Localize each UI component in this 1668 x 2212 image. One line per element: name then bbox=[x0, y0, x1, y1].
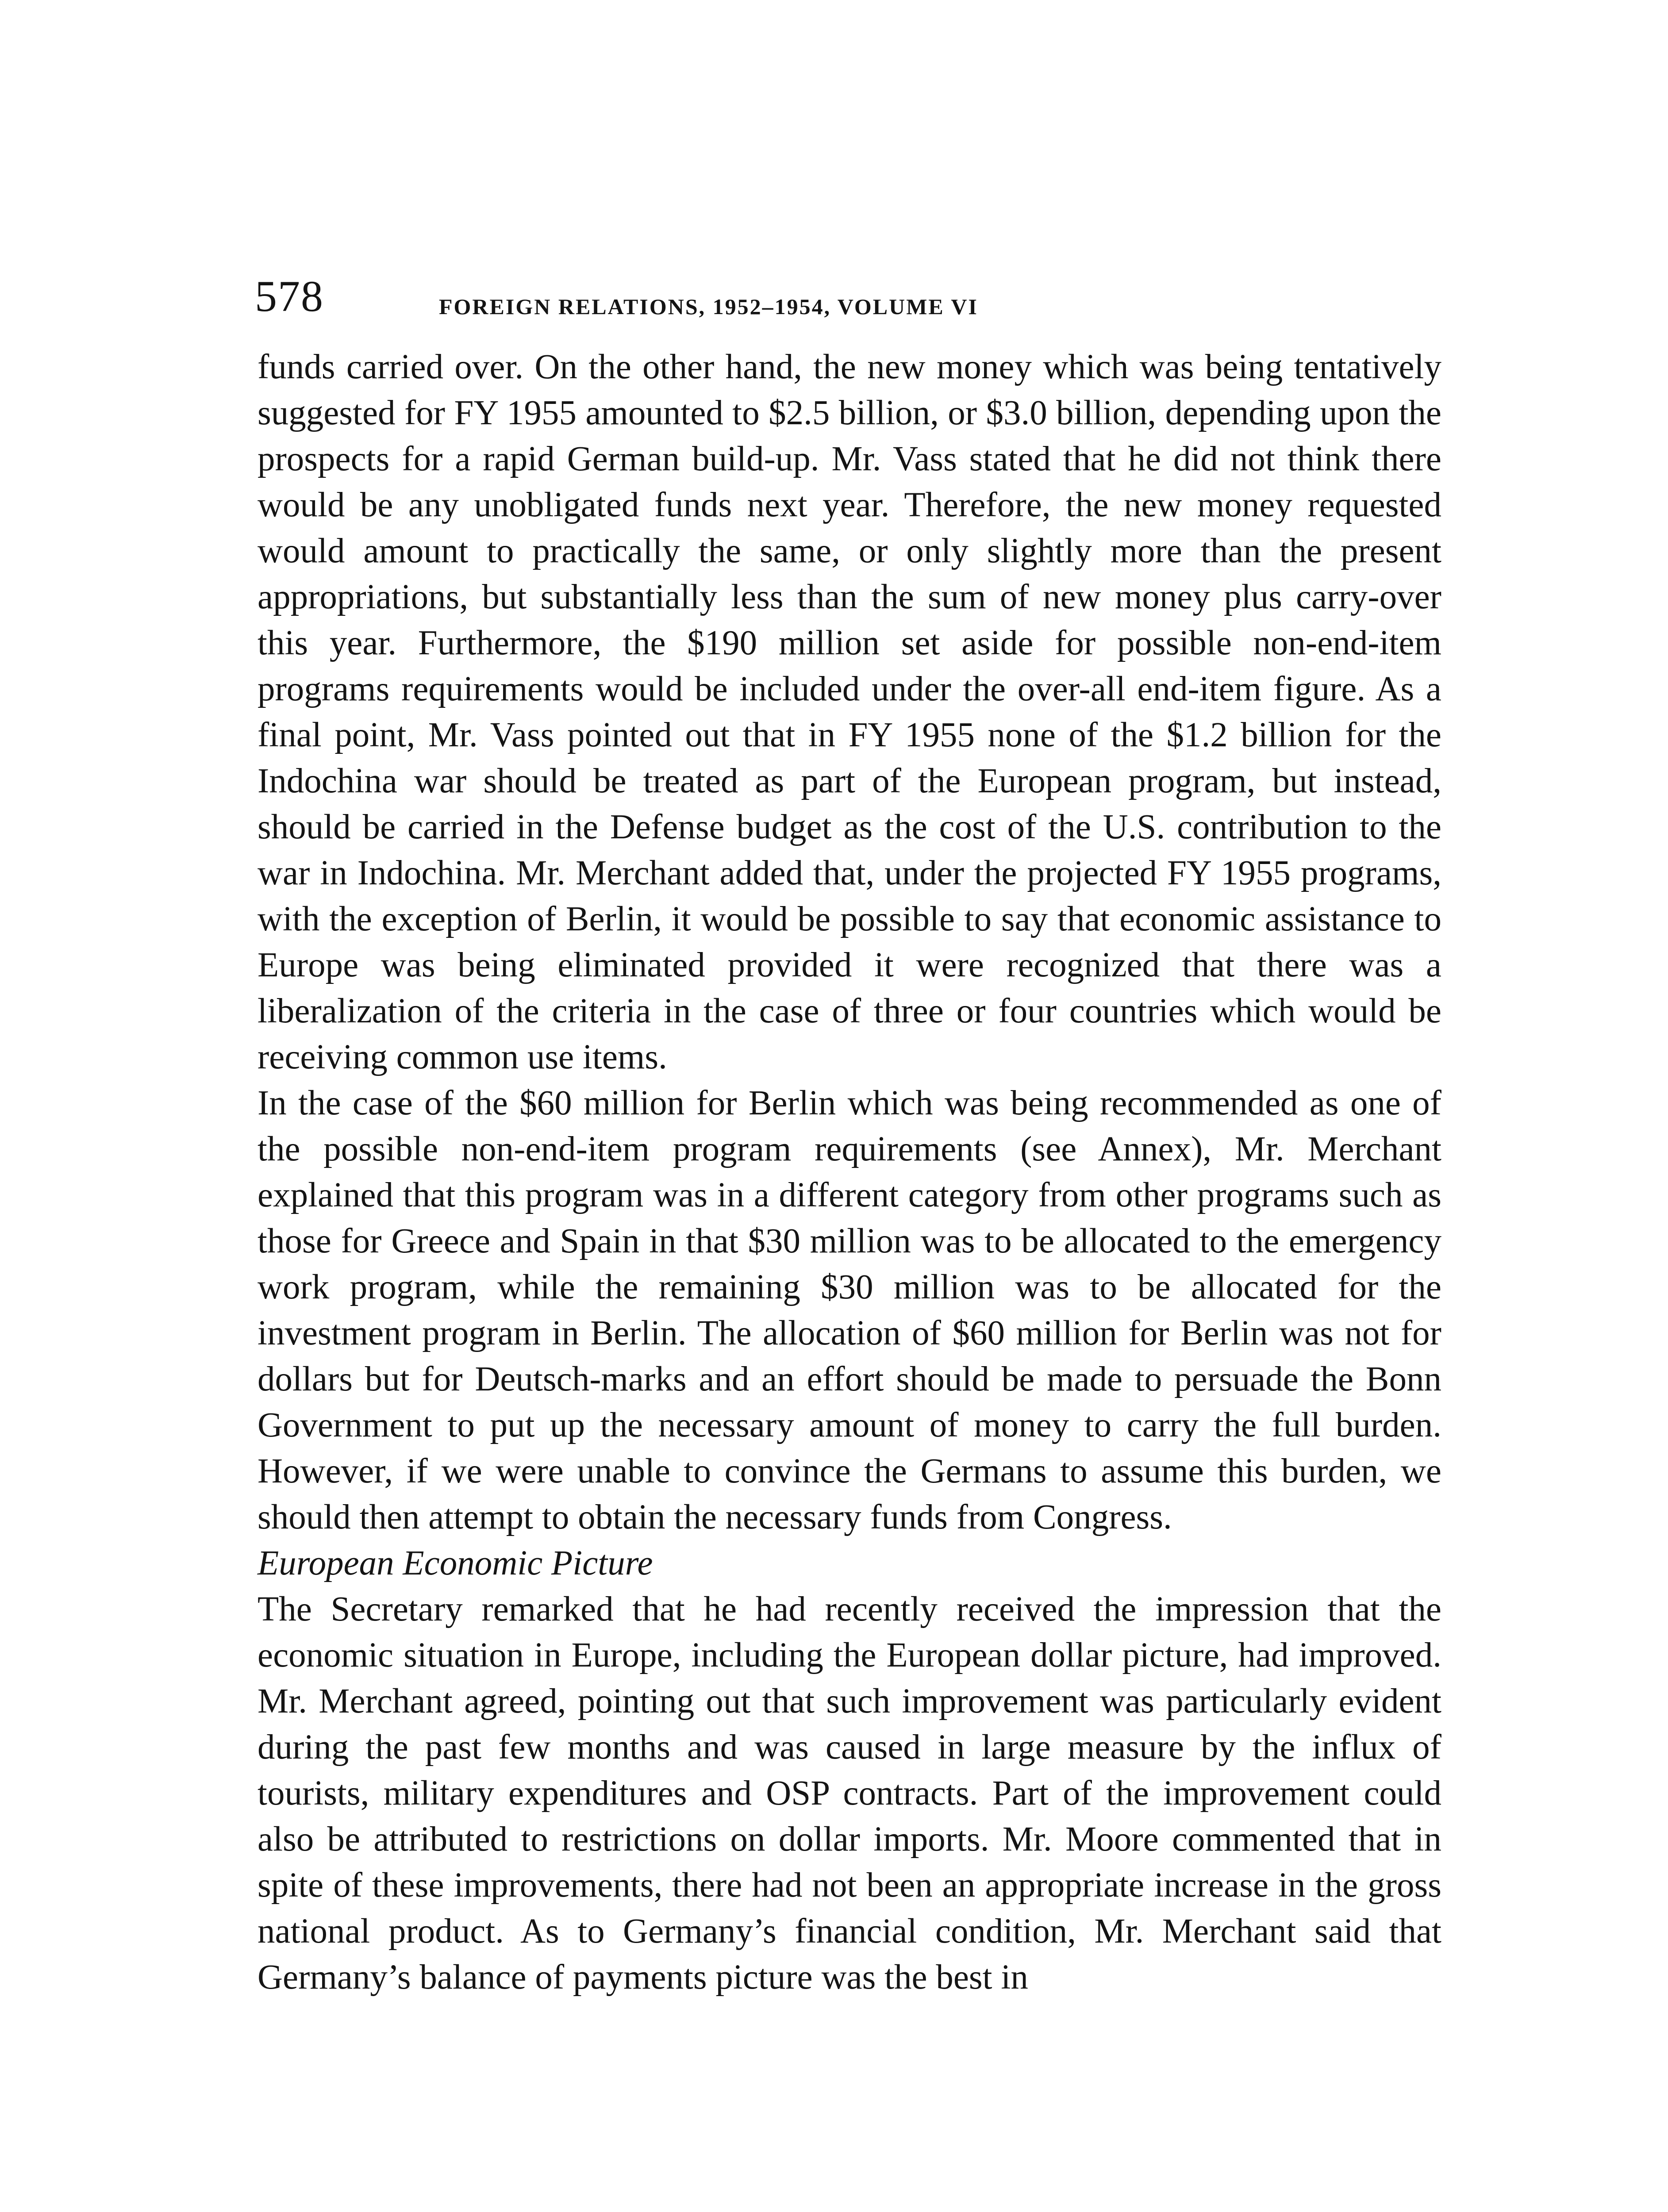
page-number: 578 bbox=[255, 272, 324, 321]
running-head bbox=[255, 272, 1441, 349]
paragraph: In the case of the $60 million for Berlin which was being recommended as one of the possible non-end-item program requirements (see Annex), Mr. Merchant explained that this program was in a different category from other programs such as those for Greece and Spain in that $30 million was to be allocated to the emergency work program, while the remaining $30 million was to be allocated for the investment program in Berlin. The allocation of $60 million for Berlin was not for dollars but for Deutsch-marks and an effort should be made to persuade the Bonn Government to put up the necessary amount of money to carry the full burden. However, if we were unable to convince the Germans to assume this burden, we should then attempt to obtain the necessary funds from Congress. bbox=[258, 1084, 1441, 1536]
running-title: FOREIGN RELATIONS, 1952–1954, VOLUME VI bbox=[439, 294, 978, 319]
document-page bbox=[255, 272, 1441, 2001]
paragraph: funds carried over. On the other hand, the new money which was being tentatively suggested for FY 1955 amounted to $2.5 billion, or $3.0 billion, depending upon the prospects for a rapid German build-up. Mr. Vass stated that he did not think there would be any unobligated funds next year. Therefore, the new money requested would amount to practically the same, or only slightly more than the present appropriations, but substantially less than the sum of new money plus carry-over this year. Furthermore, the $190 million set aside for possible non-end-item programs requirements would be included under the over-all end-item figure. As a final point, Mr. Vass pointed out that in FY 1955 none of the $1.2 billion for the Indochina war should be treated as part of the European program, but instead, should be carried in the Defense budget as the cost of the U.S. contribution to the war in Indochina. Mr. Merchant added that, under the projected FY 1955 programs, with the exception of Berlin, it would be possible to say that economic assistance to Europe was being eliminated provided it were recognized that there was a liberalization of the criteria in the case of three or four countries which would be receiving common use items. bbox=[258, 348, 1441, 1076]
body-text bbox=[258, 344, 1441, 2001]
section-heading: European Economic Picture bbox=[258, 1544, 653, 1582]
paragraph: The Secretary remarked that he had recently received the impression that the economic situation in Europe, including the European dollar picture, had improved. Mr. Merchant agreed, pointing out that such improvement was particularly evident during the past few months and was caused in large measure by the influx of tourists, military expenditures and OSP contracts. Part of the improvement could also be attributed to restrictions on dollar imports. Mr. Moore commented that in spite of these improvements, there had not been an appropriate increase in the gross national product. As to Germany’s financial condition, Mr. Merchant said that Germany’s balance of payments picture was the best in bbox=[258, 1590, 1441, 1997]
